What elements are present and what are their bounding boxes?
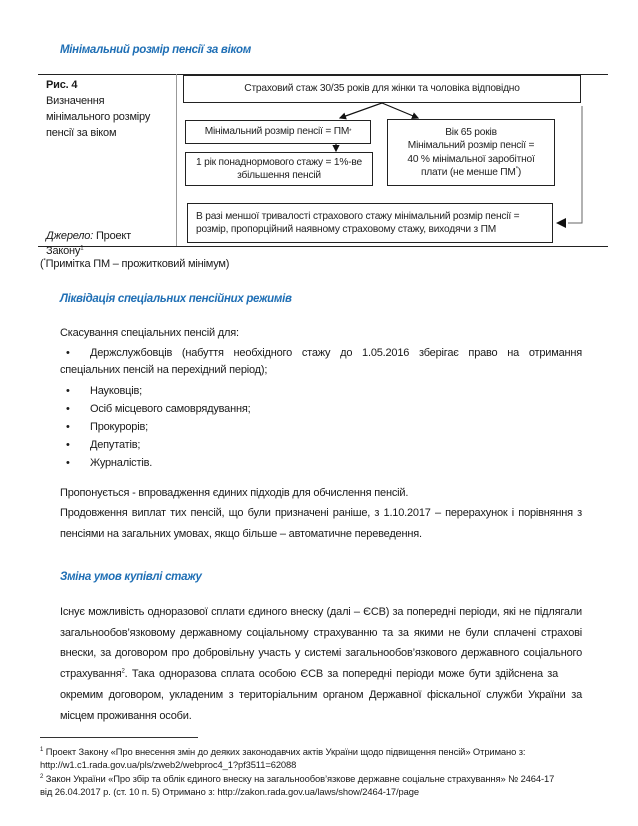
box-text-part: плати (не менше ПМ — [420, 167, 516, 178]
source-text: Проект — [93, 230, 131, 242]
diagram-connectors — [0, 0, 638, 260]
box-text: Вік 65 років — [445, 126, 497, 138]
text-part: страхування — [60, 668, 122, 680]
footnote-number: 2 — [40, 773, 44, 780]
footnote-ref[interactable]: 1 — [80, 245, 84, 252]
section-heading-min-pension: Мінімальний розмір пенсії за віком — [60, 44, 251, 56]
footnote-link[interactable]: http://w1.c1.rada.gov.ua/pls/zweb2/webproc4_1?pf3511=62088 — [40, 758, 297, 770]
box-insurance-experience: Страховий стаж 30/35 років для жінки та чоловіка відповідно — [183, 75, 581, 103]
figure-label: Рис. 4 — [46, 79, 78, 91]
list-item — [60, 438, 460, 452]
note-text: Примітка ПМ – прожитковий мінімум) — [45, 258, 230, 270]
source-label: Джерело: — [46, 230, 94, 242]
bullet-icon: • — [66, 403, 70, 415]
list-item-text: Депутатів; — [90, 439, 141, 451]
list-item-text: Прокурорів; — [90, 421, 148, 433]
caption-line: Визначення — [46, 95, 105, 107]
paragraph-line — [60, 667, 582, 681]
paragraph-line: загальнообов’язковому державному соціальному страхуванню та за якими не були сплачені страхові — [60, 627, 582, 639]
list-item — [60, 456, 460, 470]
figure-note — [40, 257, 229, 271]
box-text: 40 % мінімальної заробітної — [407, 153, 535, 165]
footnote-1 — [40, 746, 525, 771]
asterisk: * — [43, 258, 46, 265]
list-item — [60, 346, 582, 360]
section-heading-special-regimes: Ліквідація спеціальних пенсійних режимів — [60, 293, 292, 305]
footnote-2 — [40, 773, 554, 798]
continuation-text-line: пенсіями на загальних умовах, якщо більше – автоматичне переведення. — [60, 528, 422, 540]
list-item-text: Науковців; — [90, 385, 142, 397]
list-item-text: Журналістів. — [90, 457, 153, 469]
bullet-icon: • — [66, 421, 70, 433]
list-item-text: Держслужбовців (набуття необхідного стажу до 1.05.2016 зберігає право на отримання — [90, 347, 582, 359]
list-item — [60, 384, 460, 398]
asterisk: * — [515, 166, 518, 173]
list-item — [60, 402, 460, 416]
continuation-text-line: Продовження виплат тих пенсій, що були призначені раніше, з 1.10.2017 – перерахунок і порівняння з — [60, 507, 582, 519]
paragraph-line: Існує можливість одноразової сплати єдиного внеску (далі – ЄСВ) за попередні періоди, які не підлягали — [60, 606, 582, 618]
box-text: Мінімальний розмір пенсії = ПМ — [204, 126, 350, 138]
source-text: Закону — [46, 245, 81, 257]
bullet-icon: • — [66, 457, 70, 469]
paragraph-line: місцем проживання особи. — [60, 710, 192, 722]
special-pensions-intro: Скасування спеціальних пенсій для: — [60, 327, 239, 339]
bullet-icon: • — [66, 347, 70, 359]
footnote-text: Закон України «Про збір та облік єдиного внеску на загальнообов’язкове державне соціальне страхування» № 2464-17 — [43, 773, 555, 784]
footnote-separator — [40, 737, 198, 738]
footnote-ref[interactable]: 2 — [121, 668, 125, 675]
list-item — [60, 420, 460, 434]
text-part: . Така одноразова сплата особою ЄСВ за попередні періоди може бути здійснена за — [124, 668, 559, 680]
paragraph-line: внески, за договором про добровільну участь у системі загальнообов’язкового державного соціального — [60, 647, 582, 659]
caption-line: пенсії за віком — [46, 127, 117, 139]
list-item-text: Осіб місцевого самоврядування; — [90, 403, 251, 415]
footnote-number: 1 — [40, 746, 44, 753]
box-extra-year: 1 рік понаднормового стажу = 1%-ве збільшення пенсій — [185, 152, 373, 186]
bullet-icon: • — [66, 385, 70, 397]
box-shorter-experience: В разі меншої тривалості страхового стажу мінімальний розмір пенсії = розмір, пропорційний наявному страховому стажу, виходячи з ПМ — [187, 203, 553, 243]
list-item-continuation: спеціальних пенсій на перехідний період); — [60, 364, 268, 376]
section-heading-experience-purchase: Зміна умов купівлі стажу — [60, 571, 202, 583]
box-min-pension: Мінімальний розмір пенсії = ПМ * — [185, 120, 371, 144]
box-text: Мінімальний розмір пенсії = — [407, 140, 535, 151]
note-paren: ( — [40, 258, 44, 270]
bullet-icon: • — [66, 439, 70, 451]
footnote-link[interactable]: від 26.04.2017 р. (ст. 10 п. 5) Отримано з: http://zakon.rada.gov.ua/laws/show/2464-17/page — [40, 785, 419, 797]
caption-line: мінімального розміру — [46, 111, 151, 123]
footnote-text: Проект Закону «Про внесення змін до деяких законодавчих актів України щодо підвищення пенсій» Отримано з: — [43, 746, 526, 757]
proposal-text: Пропонується - впровадження єдиних підходів для обчислення пенсій. — [60, 487, 409, 499]
box-text-part: ) — [517, 167, 522, 178]
paragraph-line: окремим договором, укладеним з територіальним органом Державної фіскальної служби України за — [60, 689, 582, 701]
